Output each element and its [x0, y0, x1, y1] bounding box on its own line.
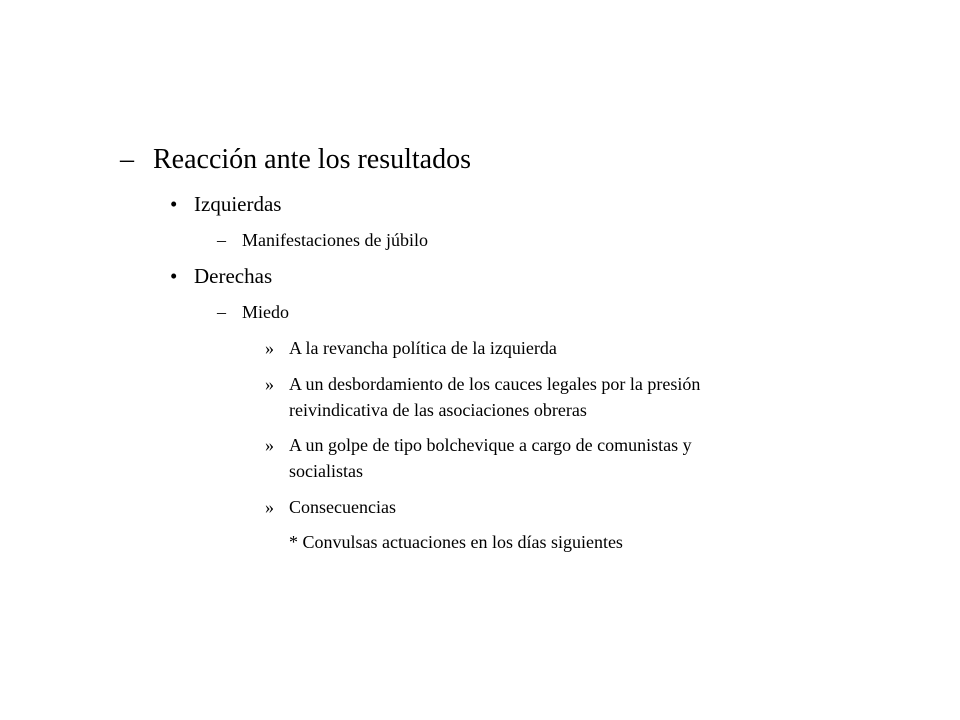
chevron-marker: » — [265, 338, 274, 358]
chevron-marker: » — [265, 497, 274, 517]
dash-marker: – — [120, 144, 134, 175]
subitem-text: Manifestaciones de júbilo — [242, 230, 428, 250]
bullet-text: Izquierdas — [194, 192, 282, 216]
chevron-marker: » — [265, 435, 274, 455]
point-text-continued: reivindicativa de las asociaciones obreras — [289, 400, 587, 420]
point-text-continued: socialistas — [289, 461, 363, 481]
dash-marker: – — [217, 230, 226, 250]
point-text: A la revancha política de la izquierda — [289, 338, 557, 358]
bullet-text: Derechas — [194, 264, 273, 288]
point-text: A un golpe de tipo bolchevique a cargo de comunistas y — [289, 435, 692, 455]
bullet-marker: • — [170, 192, 178, 216]
note-text: * Convulsas actuaciones en los días siguientes — [289, 532, 623, 552]
bullet-marker: • — [170, 264, 178, 288]
point-text: Consecuencias — [289, 497, 396, 517]
point-text: A un desbordamiento de los cauces legales por la presión — [289, 374, 701, 394]
chevron-marker: » — [265, 374, 274, 394]
heading-text: Reacción ante los resultados — [153, 144, 472, 175]
dash-marker: – — [217, 302, 226, 322]
subitem-text: Miedo — [242, 302, 289, 322]
